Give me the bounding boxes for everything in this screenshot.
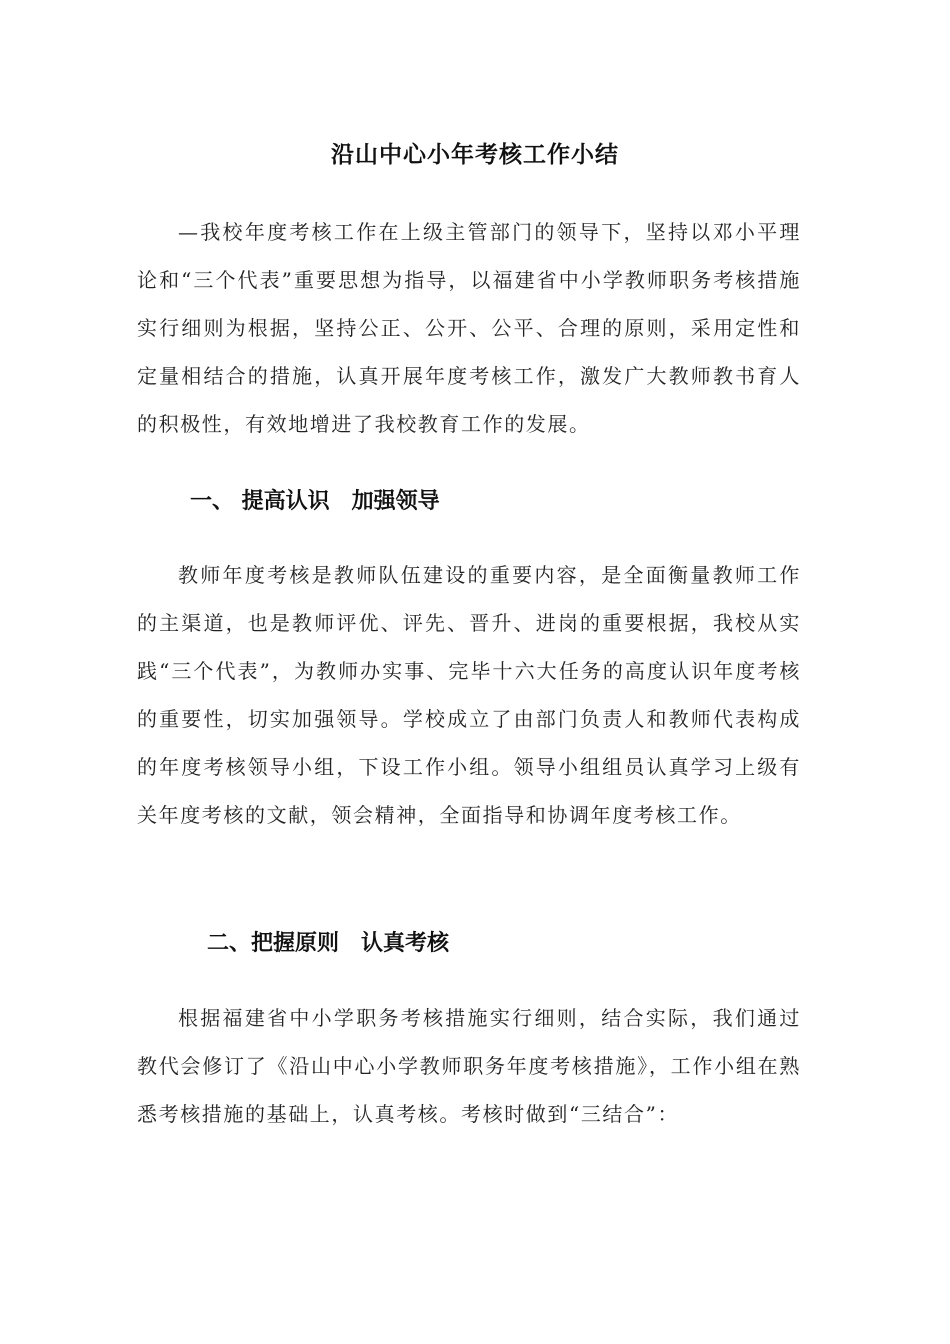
intro-paragraph: —我校年度考核工作在上级主管部门的领导下，坚持以邓小平理论和“三个代表”重要思想为指导，以福建省中小学教师职务考核措施实行细则为根据，坚持公正、公开、公平、合理的原则，采用定性和定量相结合的措施，认真开展年度考核工作，激发广大教师教书育人的积极性，有效地增进了我校教育工作的发展。: [137, 220, 801, 436]
document-title: 沿山中心小年考核工作小结: [331, 142, 619, 168]
section-1-paragraph: 教师年度考核是教师队伍建设的重要内容，是全面衡量教师工作的主渠道，也是教师评优、评先、晋升、进岗的重要根据，我校从实践“三个代表”，为教师办实事、完毕十六大任务的高度认识年度考核的重要性，切实加强领导。学校成立了由部门负责人和教师代表构成的年度考核领导小组，下设工作小组。领导小组组员认真学习上级有关年度考核的文献，领会精神，全面指导和协调年度考核工作。: [137, 563, 801, 827]
section-2-paragraph: 根据福建省中小学职务考核措施实行细则，结合实际，我们通过教代会修订了《沿山中心小学教师职务年度考核措施》，工作小组在熟悉考核措施的基础上，认真考核。考核时做到“三结合”：: [137, 1006, 801, 1126]
section-1-heading: 一、 提高认识 加强领导: [190, 489, 440, 514]
section-2-heading: 二、把握原则 认真考核: [207, 931, 450, 956]
